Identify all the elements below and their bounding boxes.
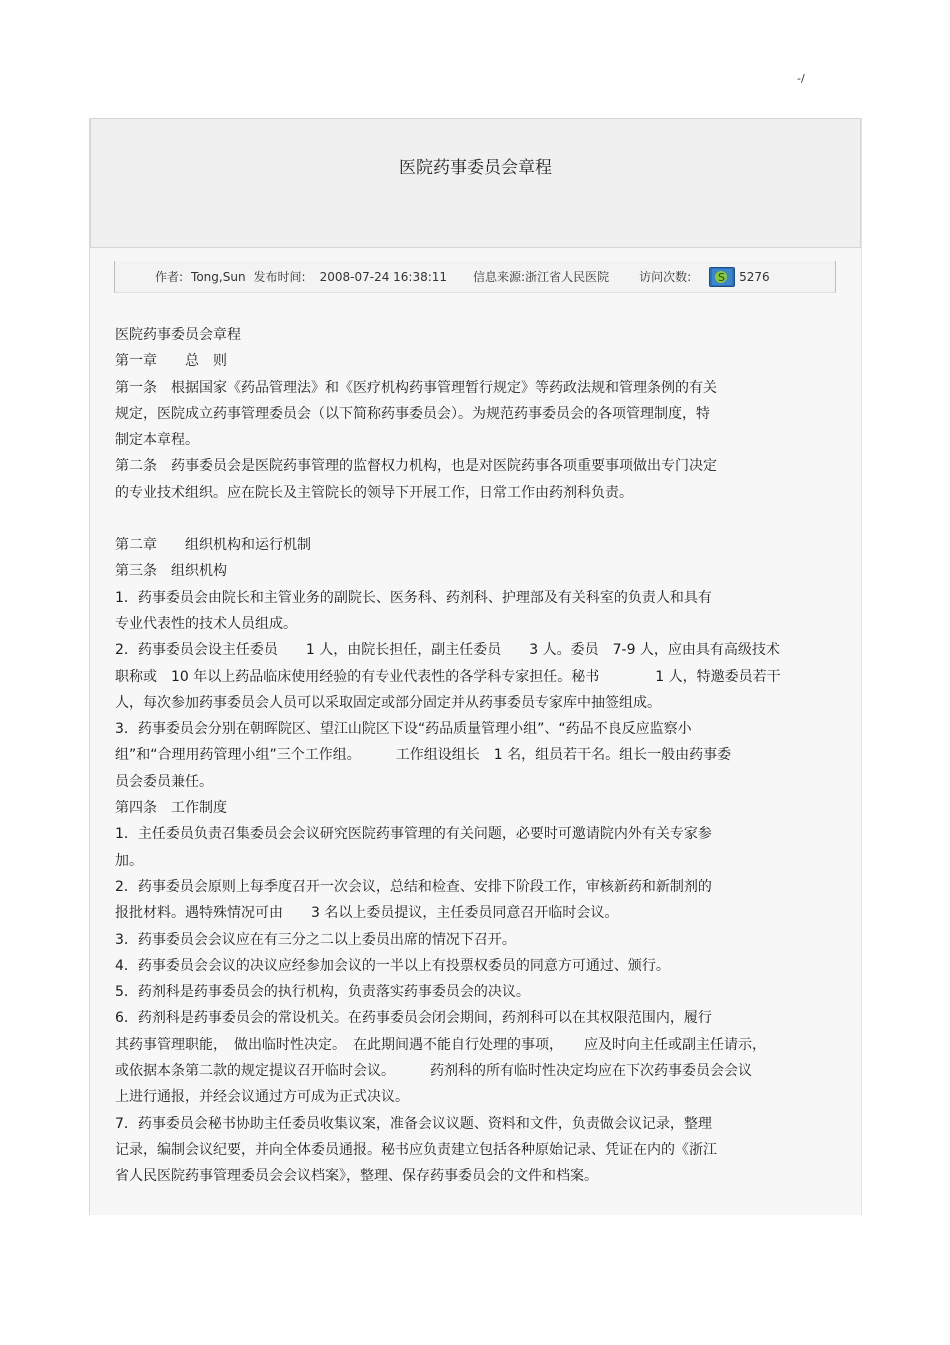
body-line: 或依据本条第二款的规定提议召开临时会议。 药剂科的所有临时性决定均应在下次药事委员会会议 xyxy=(115,1063,752,1080)
author-label: 作者: xyxy=(155,270,184,284)
publish-time-value: 2008-07-24 16:38:11 xyxy=(319,269,448,284)
body-line: 1．主任委员负责召集委员会会议研究医院药事管理的有关问题，必要时可邀请院内外有关专家参 xyxy=(115,826,712,843)
article-body xyxy=(115,322,825,1190)
body-line: 加。 xyxy=(115,852,143,869)
body-line: 的专业技术组织。应在院长及主管院长的领导下开展工作，日常工作由药剂科负责。 xyxy=(115,484,633,501)
body-line: 第三条 组织机构 xyxy=(115,563,227,580)
body-line: 第四条 工作制度 xyxy=(115,800,227,817)
body-line: 规定，医院成立药事管理委员会（以下简称药事委员会）。为规范药事委员会的各项管理制度，特 xyxy=(115,405,710,422)
svg-text:S: S xyxy=(718,270,726,284)
body-line: 制定本章程。 xyxy=(115,432,199,449)
blank-line xyxy=(115,506,825,532)
body-line: 省人民医院药事管理委员会会议档案》，整理、保存药事委员会的文件和档案。 xyxy=(115,1168,598,1185)
body-line: 第一章 总 则 xyxy=(115,353,227,370)
body-line: 第二章 组织机构和运行机制 xyxy=(115,537,311,554)
body-line: 组”和“合理用药管理小组”三个工作组。 工作组设组长 1 名，组员若干名。组长一般由药事委 xyxy=(115,747,732,764)
counter-icon xyxy=(709,267,735,287)
meta-bar xyxy=(114,261,836,293)
body-line: 职称或 10 年以上药品临床使用经验的有专业代表性的各学科专家担任。秘书 1 人，特邀委员若干 xyxy=(115,668,781,685)
body-line: 第一条 根据国家《药品管理法》和《医疗机构药事管理暂行规定》等药政法规和管理条例的有关 xyxy=(115,379,717,396)
body-line: 记录，编制会议纪要，并向全体委员通报。秘书应负责建立包括各种原始记录、凭证在内的《浙江 xyxy=(115,1141,717,1158)
body-line: 7．药事委员会秘书协助主任委员收集议案，准备会议议题、资料和文件，负责做会议记录，整理 xyxy=(115,1115,712,1132)
body-line: 5．药剂科是药事委员会的执行机构，负责落实药事委员会的决议。 xyxy=(115,984,530,1001)
body-line: 其药事管理职能， 做出临时性决定。 在此期间遇不能自行处理的事项， 应及时向主任或副主任请示， xyxy=(115,1036,766,1053)
body-line: 1．药事委员会由院长和主管业务的副院长、医务科、药剂科、护理部及有关科室的负责人和具有 xyxy=(115,589,712,606)
body-line: 报批材料。遇特殊情况可由 3 名以上委员提议，主任委员同意召开临时会议。 xyxy=(115,905,619,922)
body-line: 员会委员兼任。 xyxy=(115,773,213,790)
visits-value: 5276 xyxy=(739,269,770,284)
body-line: 6．药剂科是药事委员会的常设机关。在药事委员会闭会期间，药剂科可以在其权限范围内，履行 xyxy=(115,1010,712,1027)
corner-mark: -/ xyxy=(797,72,805,85)
body-line: 上进行通报，并经会议通过方可成为正式决议。 xyxy=(115,1089,409,1106)
body-line: 专业代表性的技术人员组成。 xyxy=(115,615,297,632)
body-line: 3．药事委员会分别在朝晖院区、望江山院区下设“药品质量管理小组”、“药品不良反应监察小 xyxy=(115,721,692,738)
source-label: 信息来源: xyxy=(473,270,526,284)
source-value: 浙江省人民医院 xyxy=(525,270,610,284)
body-line: 人，每次参加药事委员会人员可以采取固定或部分固定并从药事委员专家库中抽签组成。 xyxy=(115,694,661,711)
body-line: 3．药事委员会会议应在有三分之二以上委员出席的情况下召开。 xyxy=(115,931,516,948)
publish-time-label: 发布时间: xyxy=(253,270,306,284)
body-line: 2．药事委员会设主任委员 1 人，由院长担任，副主任委员 3 人。委员 7-9 人，应由具有高级技术 xyxy=(115,642,780,659)
visits-label: 访问次数: xyxy=(639,270,692,284)
title-box xyxy=(90,118,861,248)
body-line: 2．药事委员会原则上每季度召开一次会议，总结和检查、安排下阶段工作，审核新药和新制剂的 xyxy=(115,878,712,895)
body-line: 4．药事委员会会议的决议应经参加会议的一半以上有投票权委员的同意方可通过、颁行。 xyxy=(115,957,670,974)
body-line: 第二条 药事委员会是医院药事管理的监督权力机构，也是对医院药事各项重要事项做出专门决定 xyxy=(115,458,717,475)
body-line: 医院药事委员会章程 xyxy=(115,327,241,343)
page-title: 医院药事委员会章程 xyxy=(399,158,552,178)
author-value: Tong,Sun xyxy=(191,269,246,284)
